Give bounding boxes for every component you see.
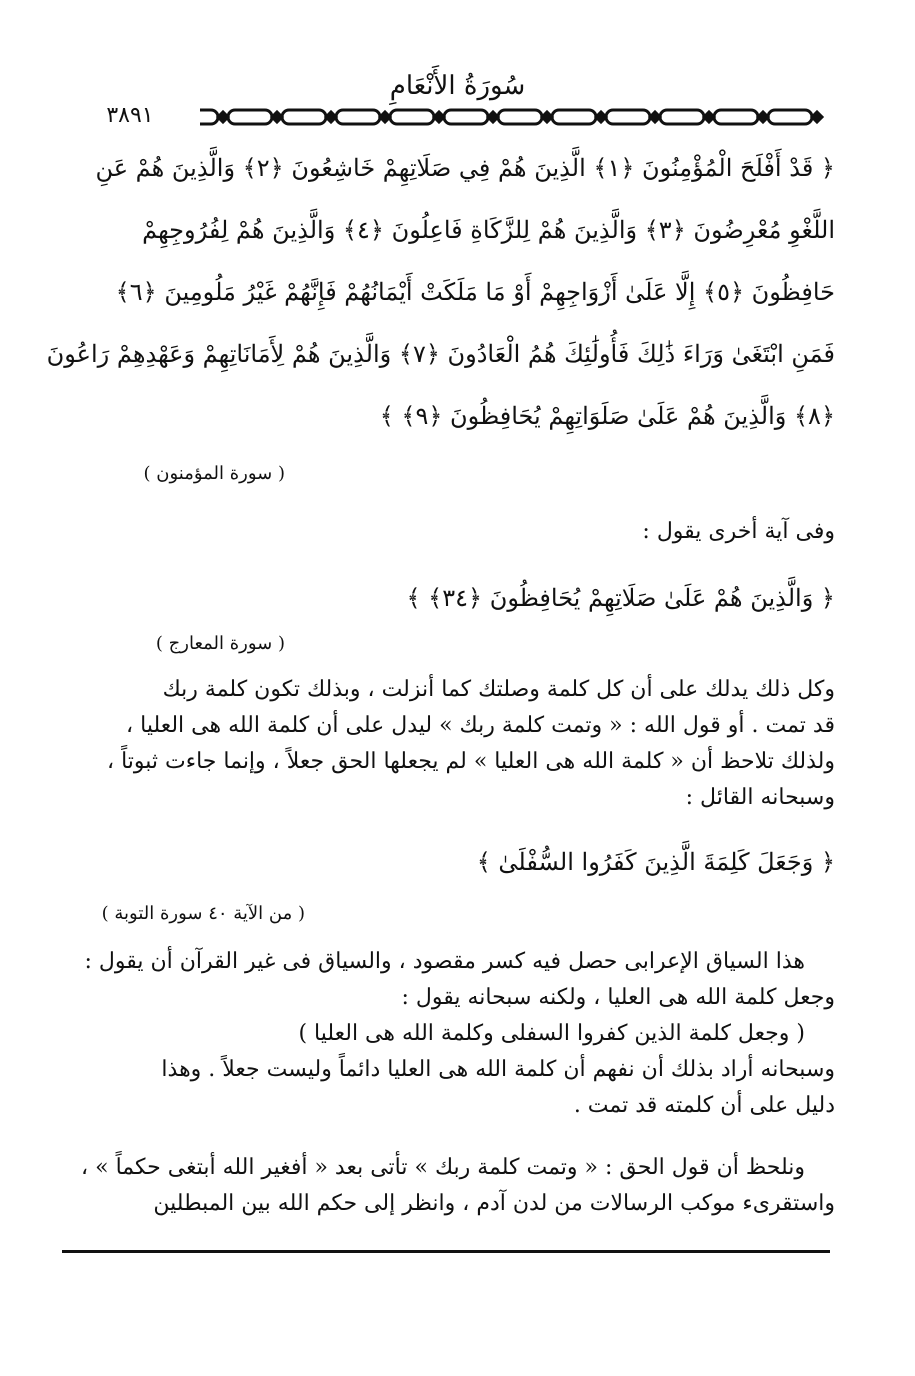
prose-line: وسبحانه القائل : <box>685 785 835 810</box>
paragraph <box>81 1150 835 1222</box>
verse-line: ﴿٨﴾ وَالَّذِينَ هُمْ عَلَىٰ صَلَوَاتِهِمْ يُحَافِظُونَ ﴿٩﴾ ﴾ <box>379 402 835 430</box>
ornament-link <box>498 110 542 124</box>
prose-line: قد تمت . أو قول الله : « وتمت كلمة ربك » ليدل على أن كلمة الله هى العليا ، <box>126 713 835 738</box>
prose-line: ولذلك تلاحظ أن « كلمة الله هى العليا » لم يجعلها الحق جعلاً ، وإنما جاءت ثبوتاً ، <box>107 749 835 774</box>
ornament-link <box>552 110 596 124</box>
prose-line: وفى آية أخرى يقول : <box>642 519 835 544</box>
paragraph <box>107 672 835 816</box>
ornament-link <box>390 110 434 124</box>
ornament-link <box>660 110 704 124</box>
prose-line: ونلحظ أن قول الحق : « وتمت كلمة ربك » تأتى بعد « أفغير الله أبتغى حكماً » ، <box>81 1155 805 1180</box>
prose-line: واستقرىء موكب الرسالات من لدن آدم ، وانظر إلى حكم الله بين المبطلين <box>153 1191 835 1216</box>
ornament-link <box>282 110 326 124</box>
verse-source: ( سورة المعارج ) <box>155 633 285 654</box>
intro-line <box>110 514 835 550</box>
prose-line: دليل على أن كلمته قد تمت . <box>573 1093 835 1118</box>
ornament-link <box>336 110 380 124</box>
verse-line: ﴿ قَدْ أَفْلَحَ الْمُؤْمِنُونَ ﴿١﴾ الَّذِينَ هُمْ فِي صَلَاتِهِمْ خَاشِعُونَ ﴿٢﴾ وَالَّذِينَ هُمْ عَنِ <box>95 154 835 182</box>
ornament-diamond <box>812 112 822 122</box>
prose-line: وجعل كلمة الله هى العليا ، ولكنه سبحانه يقول : <box>401 985 835 1010</box>
prose-line: ( وجعل كلمة الذين كفروا السفلى وكلمة الله هى العليا ) <box>298 1021 805 1046</box>
paragraph <box>84 944 835 1124</box>
ornament-link <box>606 110 650 124</box>
quran-verses-block <box>46 138 835 448</box>
ornament-link <box>444 110 488 124</box>
quran-verse: ﴿ وَالَّذِينَ هُمْ عَلَىٰ صَلَاتِهِمْ يُحَافِظُونَ ﴿٣٤﴾ ﴾ <box>406 584 835 612</box>
surah-title: سُورَةُ الأَنْعَامِ <box>389 71 526 101</box>
verse-source: ( من الآية ٤٠ سورة التوبة ) <box>101 903 305 924</box>
prose-line: وكل ذلك يدلك على أن كل كلمة وصلتك كما أنزلت ، وبذلك تكون كلمة ربك <box>162 677 835 702</box>
page-number: ٣٨٩١ <box>60 100 200 132</box>
verse-line: حَافِظُونَ ﴿٥﴾ إِلَّا عَلَىٰ أَزْوَاجِهِمْ أَوْ مَا مَلَكَتْ أَيْمَانُهُمْ فَإِنَّهُمْ غَيْرُ مَلُومِينَ ﴿٦﴾ <box>115 278 835 306</box>
prose-line: وسبحانه أراد بذلك أن نفهم أن كلمة الله هى العليا دائماً وليست جعلاً . وهذا <box>161 1057 835 1082</box>
ornament-link <box>768 110 812 124</box>
verse-source: ( سورة المؤمنون ) <box>143 463 285 484</box>
prose-line: هذا السياق الإعرابى حصل فيه كسر مقصود ، والسياق فى غير القرآن أن يقول : <box>84 949 805 974</box>
verse-line: فَمَنِ ابْتَغَىٰ وَرَاءَ ذَٰلِكَ فَأُولَٰئِكَ هُمُ الْعَادُونَ ﴿٧﴾ وَالَّذِينَ هُمْ لِأَمَانَاتِهِمْ وَعَهْدِهِمْ رَاعُونَ <box>46 340 835 368</box>
quran-verse: ﴿ وَجَعَلَ كَلِمَةَ الَّذِينَ كَفَرُوا السُّفْلَىٰ ﴾ <box>476 848 835 876</box>
ornament-link <box>228 110 272 124</box>
footer-rule <box>62 1250 830 1253</box>
ornament-link <box>714 110 758 124</box>
verse-line: اللَّغْوِ مُعْرِضُونَ ﴿٣﴾ وَالَّذِينَ هُمْ لِلزَّكَاةِ فَاعِلُونَ ﴿٤﴾ وَالَّذِينَ هُمْ لِفُرُوجِهِمْ <box>142 216 835 244</box>
